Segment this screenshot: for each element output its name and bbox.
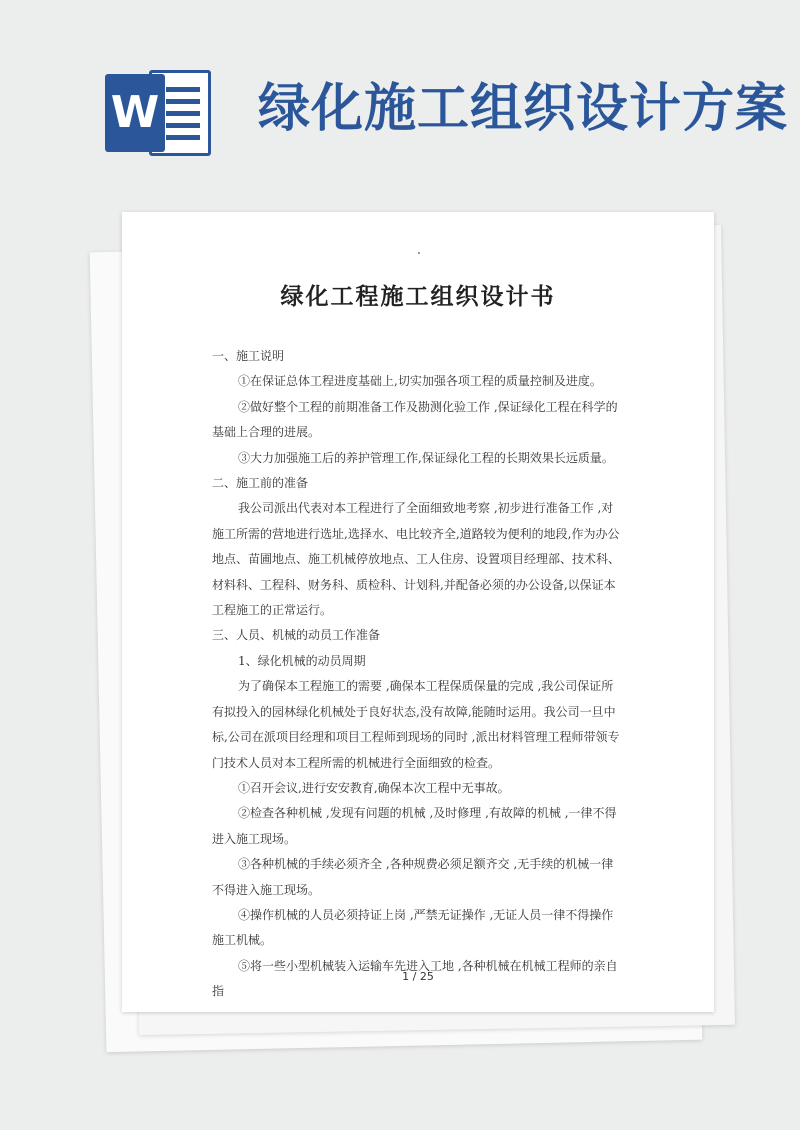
body-paragraph: ②做好整个工程的前期准备工作及勘测化验工作 ,保证绿化工程在科学的基础上合理的进展。 <box>212 399 618 440</box>
banner-title: 绿化施工组织设计方案 <box>258 79 789 139</box>
word-document-icon <box>105 70 215 158</box>
banner <box>0 0 800 200</box>
page-number: 1 / 25 <box>402 970 434 983</box>
body-paragraph: ③大力加强施工后的养护管理工作,保证绿化工程的长期效果长远质量。 <box>238 450 614 465</box>
document-page <box>122 212 714 1012</box>
page-marker <box>418 252 420 254</box>
body-paragraph: 为了确保本工程施工的需要 ,确保本工程保质保量的完成 ,我公司保证所有拟投入的园林绿化机械处于良好状态,没有故障,能随时运用。我公司一旦中标,公司在派项目经理和项目工程师到现场的同时 ,派出材料管理工程师带领专门技术人员对本工程所需的机械进行全面细致的检查。 <box>212 679 620 770</box>
body-paragraph: ③各种机械的手续必须齐全 ,各种规费必须足额齐交 ,无手续的机械一律不得进入施工现场。 <box>212 857 614 897</box>
section-heading: 二、施工前的准备 <box>212 476 309 491</box>
body-paragraph: ⑤将一些小型机械装入运输车先进入工地 ,各种机械在机械工程师的亲自指 <box>212 958 618 999</box>
body-paragraph: ④操作机械的人员必须持证上岗 ,严禁无证操作 ,无证人员一律不得操作施工机械。 <box>212 907 614 948</box>
document-body <box>212 344 620 1005</box>
section-heading: 三、人员、机械的动员工作准备 <box>212 628 381 643</box>
body-paragraph: ①在保证总体工程进度基础上,切实加强各项工程的质量控制及进度。 <box>238 374 602 389</box>
word-letter-badge: W <box>105 74 165 152</box>
document-title: 绿化工程施工组织设计书 <box>280 283 556 310</box>
body-paragraph: ②检查各种机械 ,发现有问题的机械 ,及时修理 ,有故障的机械 ,一律不得进入施工现场。 <box>212 806 617 846</box>
section-heading: 一、施工说明 <box>212 349 285 363</box>
body-paragraph: 我公司派出代表对本工程进行了全面细致地考察 ,初步进行准备工作 ,对施工所需的营地进行选址,选择水、电比较齐全,道路较为便利的地段,作为办公地点、苗圃地点、施工机械停放地点、工人住房、设置项目经理部、技术科、材料科、工程科、财务科、质检科、计划科,并配备必须的办公设备,以保证本工程施工的正常运行。 <box>212 501 621 618</box>
body-paragraph: ①召开会议,进行安安教育,确保本次工程中无事故。 <box>238 780 510 795</box>
body-paragraph: 1、绿化机械的动员周期 <box>238 653 366 668</box>
